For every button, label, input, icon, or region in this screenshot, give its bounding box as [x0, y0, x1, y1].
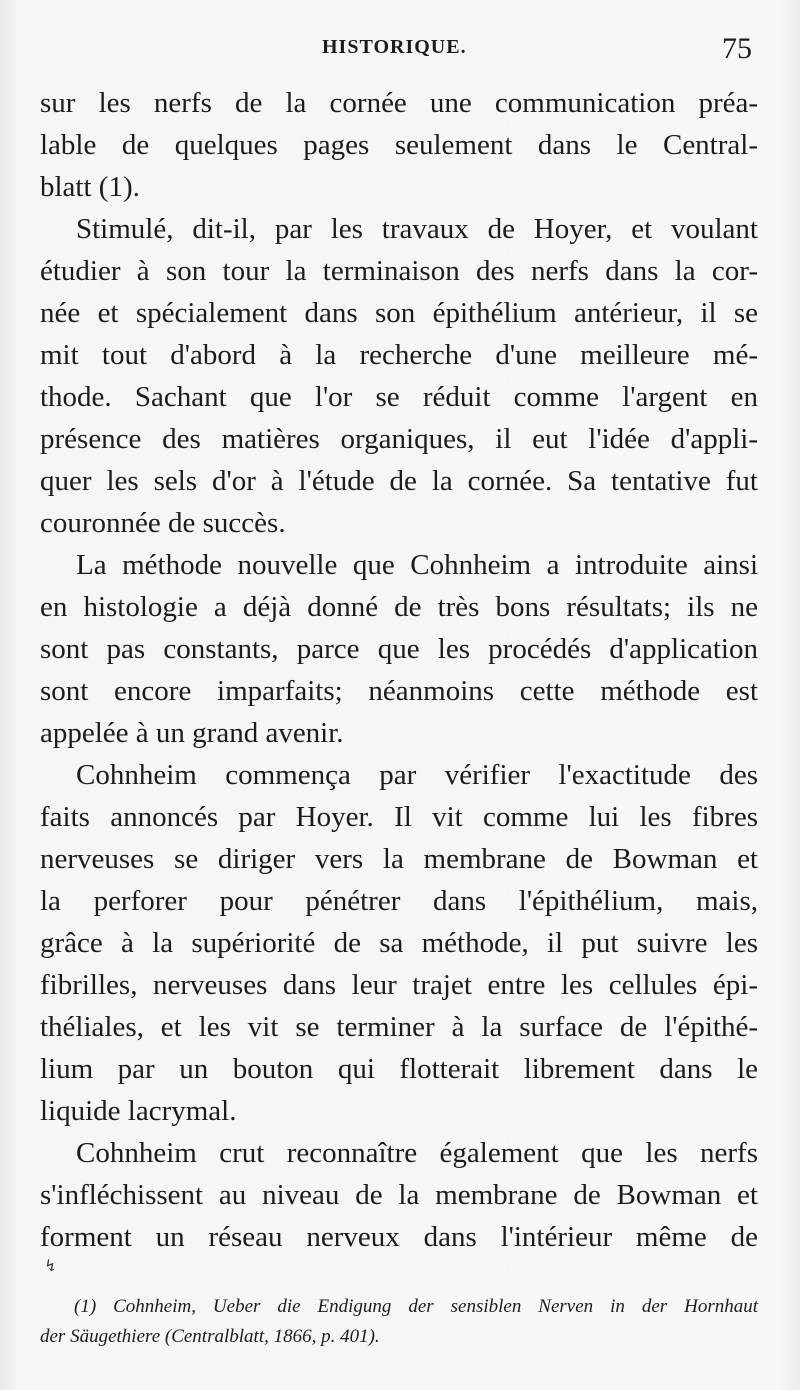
text-line: thode. Sachant que l'or se réduit comme l'argent en — [40, 381, 758, 413]
text-line: appelée à un grand avenir. — [40, 717, 344, 749]
text-line: lium par un bouton qui flotterait librement dans le — [40, 1053, 758, 1085]
footnote-line: der Säugethiere (Centralblatt, 1866, p. 401). — [40, 1326, 380, 1347]
text-line: en histologie a déjà donné de très bons résultats; ils ne — [40, 591, 758, 623]
body-text — [40, 82, 758, 1258]
text-line: blatt (1). — [40, 171, 140, 203]
running-head — [0, 32, 800, 76]
text-line: fibrilles, nerveuses dans leur trajet entre les cellules épi- — [40, 969, 758, 1001]
text-line: sont encore imparfaits; néanmoins cette méthode est — [40, 675, 758, 707]
text-line: Stimulé, dit-il, par les travaux de Hoyer, et voulant — [76, 213, 758, 245]
text-line: faits annoncés par Hoyer. Il vit comme lui les fibres — [40, 801, 758, 833]
text-line: étudier à son tour la terminaison des nerfs dans la cor- — [40, 255, 758, 287]
printer-mark-icon: ↯ — [44, 1258, 58, 1275]
text-line: théliales, et les vit se terminer à la surface de l'épithé- — [40, 1011, 758, 1043]
text-line: couronnée de succès. — [40, 507, 286, 539]
text-line: mit tout d'abord à la recherche d'une meilleure mé- — [40, 339, 758, 371]
text-line: La méthode nouvelle que Cohnheim a introduite ainsi — [76, 549, 758, 581]
text-line: quer les sels d'or à l'étude de la cornée. Sa tentative fut — [40, 465, 758, 497]
text-line: s'infléchissent au niveau de la membrane de Bowman et — [40, 1179, 758, 1211]
text-line: forment un réseau nerveux dans l'intérieur même de — [40, 1221, 758, 1253]
text-line: la perforer pour pénétrer dans l'épithélium, mais, — [40, 885, 758, 917]
text-line: présence des matières organiques, il eut l'idée d'appli- — [40, 423, 758, 455]
text-line: Cohnheim crut reconnaître également que les nerfs — [76, 1137, 758, 1169]
footnote — [40, 1292, 758, 1352]
text-line: née et spécialement dans son épithélium antérieur, il se — [40, 297, 758, 329]
footnote-line: (1) Cohnheim, Ueber die Endigung der sensiblen Nerven in der Hornhaut — [74, 1296, 758, 1317]
text-line: lable de quelques pages seulement dans le Central- — [40, 129, 758, 161]
page-number: 75 — [722, 32, 752, 65]
text-line: grâce à la supériorité de sa méthode, il put suivre les — [40, 927, 758, 959]
running-title: HISTORIQUE. — [322, 36, 467, 58]
text-line: nerveuses se diriger vers la membrane de Bowman et — [40, 843, 758, 875]
text-line: sont pas constants, parce que les procédés d'application — [40, 633, 758, 665]
text-line: Cohnheim commença par vérifier l'exactitude des — [76, 759, 758, 791]
text-line: sur les nerfs de la cornée une communication préa- — [40, 87, 758, 119]
text-line: liquide lacrymal. — [40, 1095, 237, 1127]
